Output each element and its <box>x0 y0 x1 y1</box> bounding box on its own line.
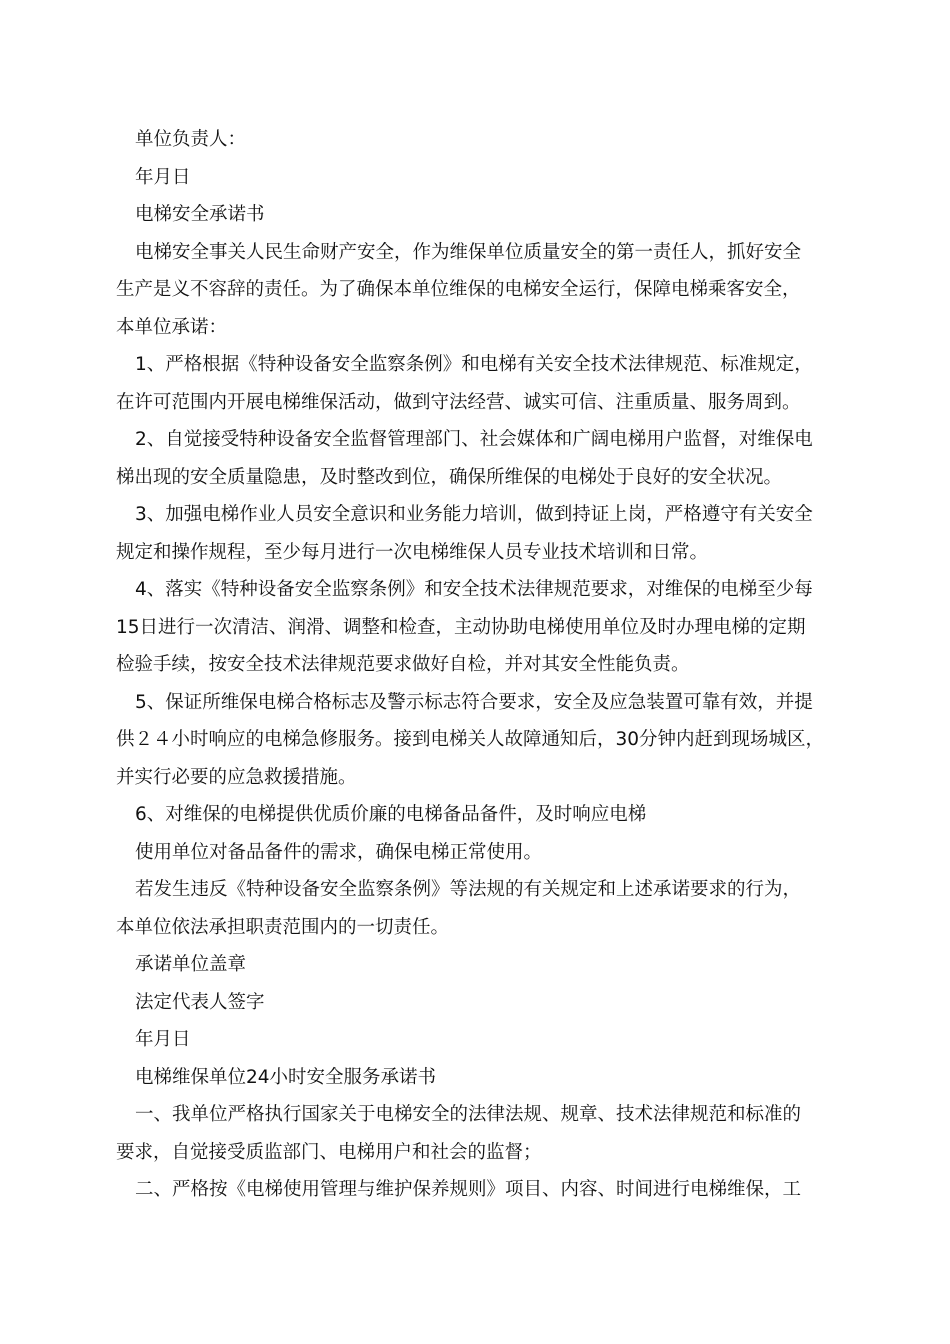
text-line: 要求，自觉接受质监部门、电梯用户和社会的监督； <box>116 1141 542 1163</box>
text-line: 本单位承诺： <box>116 316 228 338</box>
text-line: 本单位依法承担职责范围内的一切责任。 <box>116 916 450 938</box>
text-line: 6、对维保的电梯提供优质价廉的电梯备品备件，及时响应电梯 <box>135 804 647 825</box>
document-body <box>116 121 852 1209</box>
text-line: 法定代表人签字 <box>135 991 265 1013</box>
section-title: 电梯维保单位24小时安全服务承诺书 <box>135 1066 437 1088</box>
text-line: 使用单位对备品备件的需求，确保电梯正常使用。 <box>135 841 543 863</box>
text-line: 5、保证所维保电梯合格标志及警示标志符合要求，安全及应急装置可靠有效，并提 <box>135 691 813 713</box>
text-line: 并实行必要的应急救援措施。 <box>116 766 357 788</box>
text-line: 一、我单位严格执行国家关于电梯安全的法律法规、规章、技术法律规范和标准的 <box>135 1104 802 1125</box>
text-line: 15日进行一次清洁、润滑、调整和检查，主动协助电梯使用单位及时办理电梯的定期 <box>116 616 806 638</box>
text-line: 单位负责人： <box>135 129 247 150</box>
text-line: 在许可范围内开展电梯维保活动，做到守法经营、诚实可信、注重质量、服务周到。 <box>116 391 801 413</box>
text-line: 2、自觉接受特种设备安全监督管理部门、社会媒体和广阔电梯用户监督，对维保电 <box>135 429 813 450</box>
text-line: 梯出现的安全质量隐患，及时整改到位，确保所维保的电梯处于良好的安全状况。 <box>116 466 783 488</box>
text-line: 1、严格根据《特种设备安全监察条例》和电梯有关安全技术法律规范、标准规定， <box>135 354 813 375</box>
text-line: 4、落实《特种设备安全监察条例》和安全技术法律规范要求，对维保的电梯至少每 <box>135 579 813 600</box>
text-line: 供２４小时响应的电梯急修服务。接到电梯关人故障通知后，30分钟内赶到现场城区， <box>116 729 825 750</box>
text-line: 年月日 <box>135 166 191 188</box>
text-line: 生产是义不容辞的责任。为了确保本单位维保的电梯安全运行，保障电梯乘客安全， <box>116 279 801 300</box>
text-line: 承诺单位盖章 <box>135 954 247 975</box>
text-line: 3、加强电梯作业人员安全意识和业务能力培训，做到持证上岗，严格遵守有关安全 <box>135 504 813 525</box>
text-line: 规定和操作规程，至少每月进行一次电梯维保人员专业技术培训和日常。 <box>116 541 709 563</box>
text-line: 年月日 <box>135 1029 191 1050</box>
text-line: 二、严格按《电梯使用管理与维护保养规则》项目、内容、时间进行电梯维保，工 <box>135 1179 802 1200</box>
text-line: 检验手续，按安全技术法律规范要求做好自检，并对其安全性能负责。 <box>116 654 690 675</box>
section-title: 电梯安全承诺书 <box>135 204 265 225</box>
text-line: 电梯安全事关人民生命财产安全，作为维保单位质量安全的第一责任人，抓好安全 <box>135 241 802 263</box>
text-line: 若发生违反《特种设备安全监察条例》等法规的有关规定和上述承诺要求的行为， <box>135 879 802 900</box>
